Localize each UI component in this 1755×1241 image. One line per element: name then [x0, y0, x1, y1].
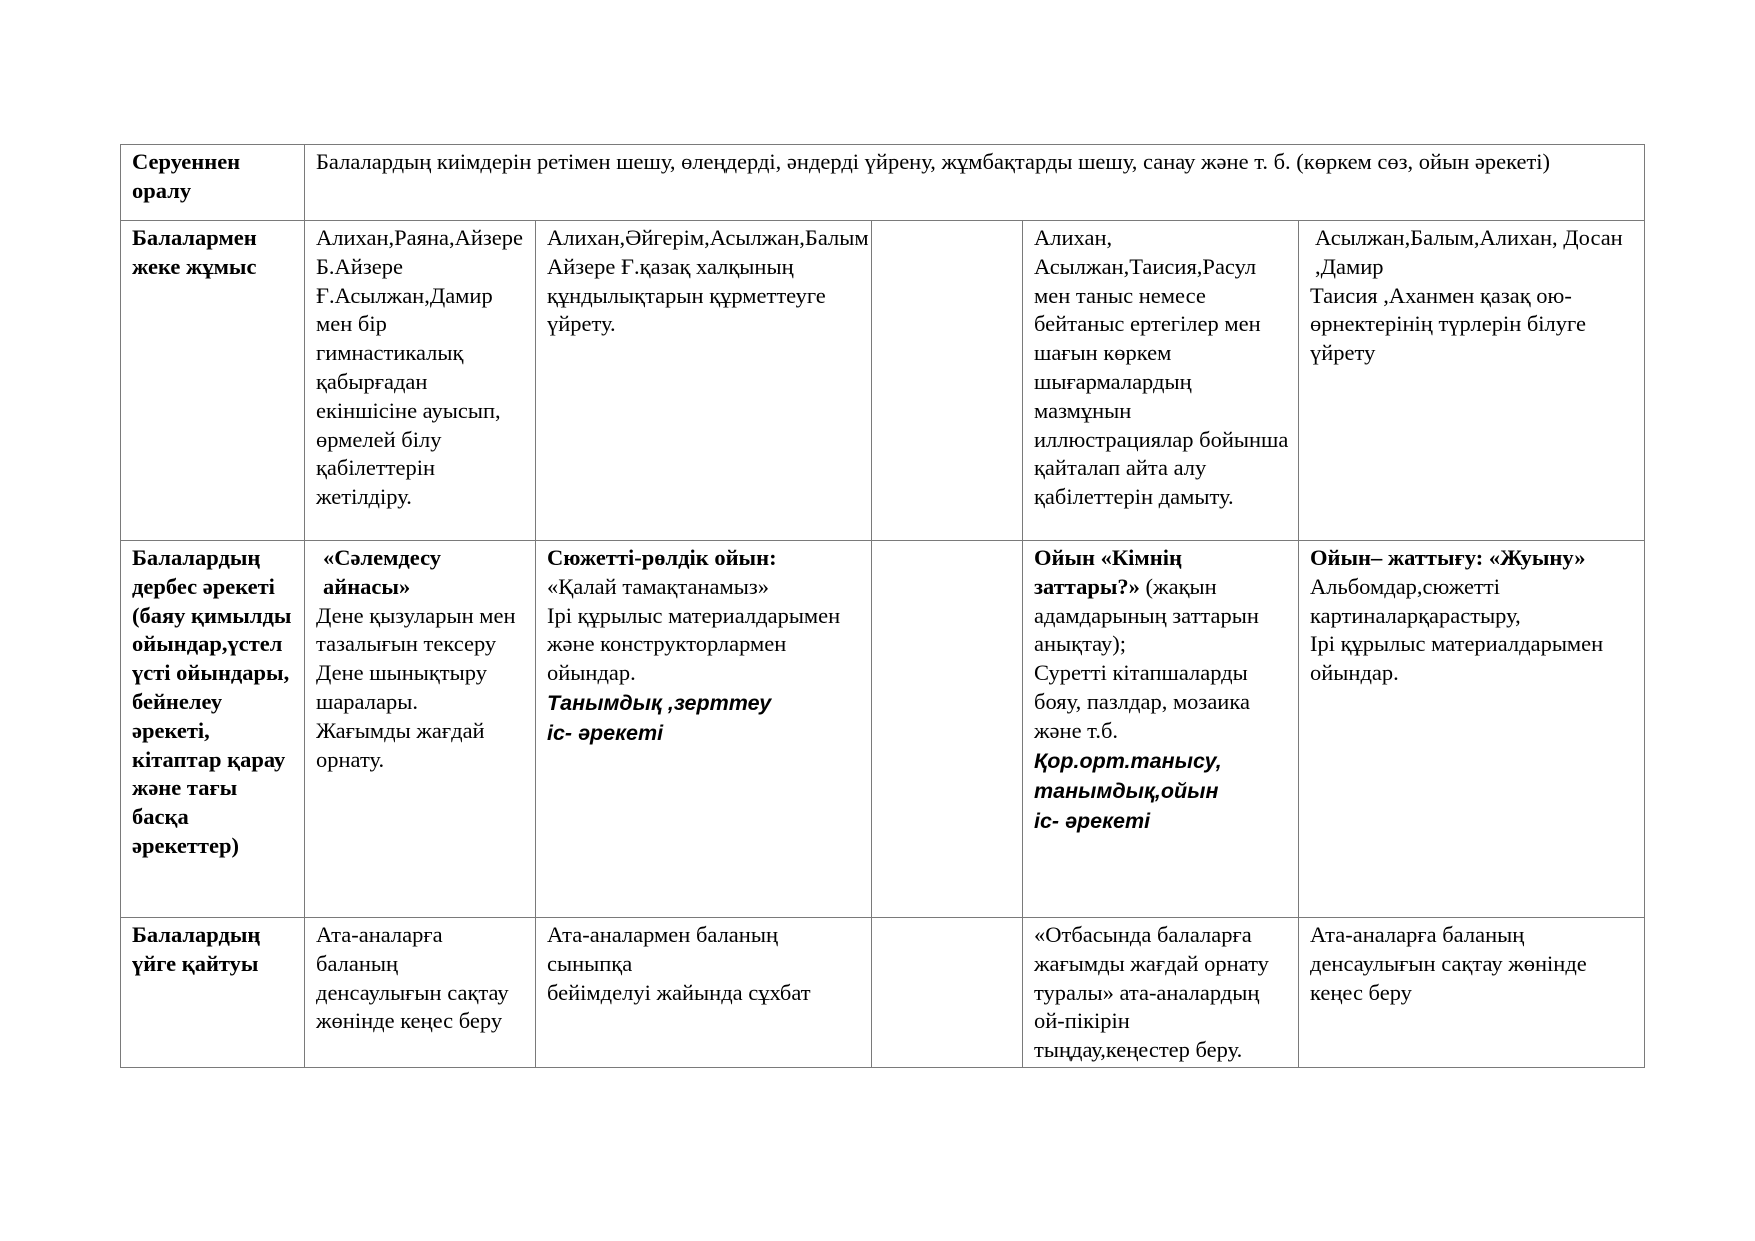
independent-activity-day4	[1023, 541, 1299, 918]
going-home-day5: Ата-аналарға баланың денсаулығын сақтау жөнінде кеңес беру	[1299, 918, 1645, 1068]
row-header-going-home: Балалардың үйге қайтуы	[121, 918, 305, 1068]
activity-text: Ірі құрылыс материалдарымен және конструкторлармен ойындар.	[547, 602, 841, 686]
table-row	[121, 221, 1645, 541]
going-home-day4: «Отбасында балаларға жағымды жағдай орнату туралы» ата-аналардың ой-пікірін тыңдау,кеңестер беру.	[1023, 918, 1299, 1068]
activity-text: «Қалай тамақтанамыз»	[547, 573, 770, 599]
role-play-title: Сюжетті-рөлдік ойын:	[547, 545, 777, 570]
daily-plan-table	[120, 144, 1645, 1068]
activity-type-label: іс- әрекеті	[1034, 808, 1151, 833]
table-row	[121, 918, 1645, 1068]
activity-type-label: танымдық,ойын	[1034, 778, 1219, 803]
going-home-day2	[536, 918, 872, 1068]
activity-text: Альбомдар,сюжетті картиналарқарастыру,	[1310, 573, 1521, 628]
day5-names: Асылжан,Балым,Алихан, Досан ,Дамир	[1315, 225, 1623, 279]
going-home-text: Ата-аналармен баланың сыныпқа	[547, 922, 778, 976]
table-row	[121, 541, 1645, 918]
activity-text: Суретті кітапшаларды бояу, пазлдар, мозаика және т.б.	[1034, 660, 1250, 743]
greeting-mirror-title: «Сәлемдесу айнасы»	[323, 545, 442, 599]
individual-work-day2: Алихан,Әйгерім,Асылжан,Балым Айзере Ғ.қазақ халқының құндылықтарын құрметтеуге үйрету.	[536, 221, 872, 541]
activity-text: Дене шынықтыру шаралары.	[316, 660, 487, 714]
table-row	[121, 145, 1645, 221]
independent-activity-day2	[536, 541, 872, 918]
activity-text: (жақын адамдарының заттарын анықтау);	[1034, 573, 1259, 657]
washing-game-title: Ойын– жаттығу: «Жуыну»	[1310, 545, 1586, 570]
independent-activity-day3	[872, 541, 1023, 918]
going-home-text: бейімделуі жайында сұхбат	[547, 979, 811, 1005]
activity-text: Жағымды жағдай орнату.	[316, 717, 485, 772]
activity-text: Дене қызуларын мен тазалығын тексеру	[316, 602, 516, 657]
independent-activity-day1	[305, 541, 536, 918]
going-home-day3	[872, 918, 1023, 1068]
activity-type-label: іс- әрекеті	[547, 720, 664, 745]
individual-work-day5	[1299, 221, 1645, 541]
individual-work-day3	[872, 221, 1023, 541]
activity-text: Ірі құрылыс материалдарымен ойындар.	[1310, 631, 1604, 686]
activity-type-label: Танымдық ,зерттеу	[547, 690, 772, 715]
individual-work-day1: Алихан,Раяна,Айзере Б.Айзере Ғ.Асылжан,Дамир мен бір гимнастикалық қабырғадан екіншісіне ауысып, өрмелей білу қабілеттерін жетілдіру.	[305, 221, 536, 541]
activity-type-label: Қор.орт.танысу,	[1034, 748, 1222, 773]
individual-work-day4: Алихан, Асылжан,Таисия,Расул мен таныс немесе бейтаныс ертегілер мен шағын көркем шығармалардың мазмұнын иллюстрациялар бойынша қайталап айта алу қабілеттерін дамыту.	[1023, 221, 1299, 541]
whose-things-title: Ойын «Кімнің заттары?»	[1034, 545, 1182, 599]
row-header-return-from-walk: Серуеннен оралу	[121, 145, 305, 221]
going-home-day1: Ата-аналарға баланың денсаулығын сақтау жөнінде кеңес беру	[305, 918, 536, 1068]
independent-activity-day5	[1299, 541, 1645, 918]
row-header-independent-activity: Балалардың дербес әрекеті (баяу қимылды ойындар,үстел үсті ойындары, бейнелеу әрекеті, кітаптар қарау және тағы басқа әрекеттер)	[121, 541, 305, 918]
return-from-walk-text: Балалардың киімдерін ретімен шешу, өлеңдерді, әндерді үйрену, жұмбақтарды шешу, санау және т. б. (көркем сөз, ойын әрекеті)	[305, 145, 1645, 221]
day5-task: Таисия ,Аханмен қазақ ою-өрнектерінің түрлерін білуге үйрету	[1310, 282, 1586, 366]
row-header-individual-work: Балалармен жеке жұмыс	[121, 221, 305, 541]
